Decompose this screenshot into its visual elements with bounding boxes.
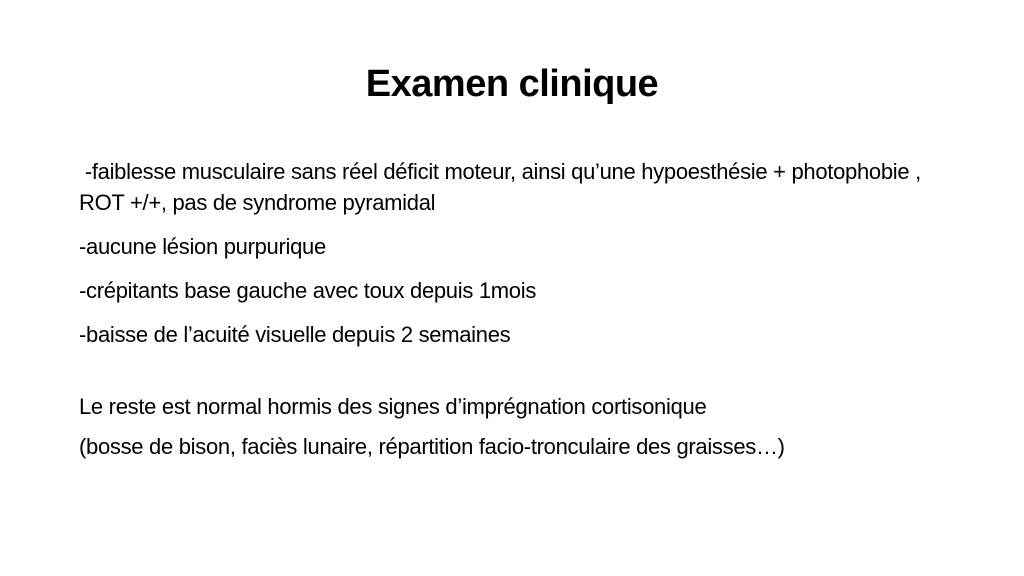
slide-title: Examen clinique	[365, 63, 659, 105]
paragraph-reste: Le reste est normal hormis des signes d’imprégnation cortisonique	[79, 394, 707, 419]
paragraph-lesion: -aucune lésion purpurique	[79, 234, 326, 259]
paragraph-signes: (bosse de bison, faciès lunaire, répartition facio-tronculaire des graisses…)	[79, 434, 785, 459]
slide-body	[79, 156, 959, 475]
paragraph-crepitants: -crépitants base gauche avec toux depuis 1mois	[79, 278, 537, 303]
paragraph-acuite: -baisse de l’acuité visuelle depuis 2 semaines	[79, 322, 511, 347]
paragraph-faiblesse: -faiblesse musculaire sans réel déficit moteur, ainsi qu’une hypoesthésie + photophobie , ROT +/+, pas de syndrome pyramidal	[79, 159, 927, 215]
